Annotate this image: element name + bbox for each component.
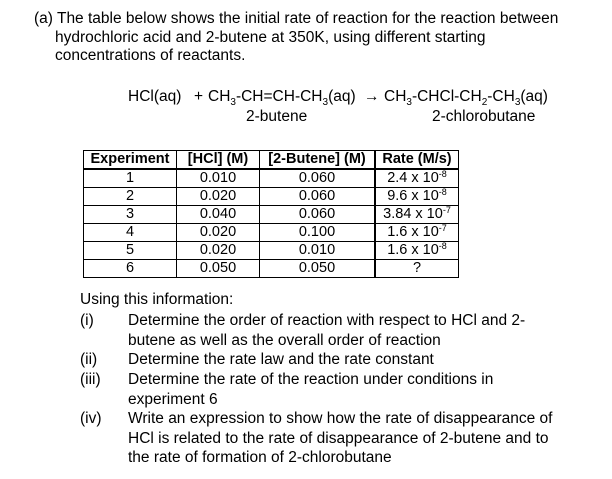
rate-data-table xyxy=(83,150,459,278)
header-hcl: [HCl] (M) xyxy=(177,151,260,170)
question-line: Write an expression to show how the rate of disappearance of xyxy=(128,410,553,427)
question-text xyxy=(128,370,608,409)
cell-butene: 0.060 xyxy=(260,169,376,188)
question-line: experiment 6 xyxy=(128,390,218,408)
formula-part: (aq) xyxy=(328,88,356,105)
formula-part: (aq) xyxy=(520,88,548,105)
question-line: HCl is related to the rate of disappearance of 2-butene and to xyxy=(128,429,549,447)
formula-part: -CH xyxy=(487,88,515,105)
rate-base: ? xyxy=(412,260,422,276)
cell-butene: 0.060 xyxy=(260,206,376,224)
rate-exponent: -8 xyxy=(438,187,447,197)
cell-experiment: 1 xyxy=(84,169,177,188)
header-rate: Rate (M/s) xyxy=(375,151,459,170)
header-experiment: Experiment xyxy=(84,151,177,170)
rate-exponent: -8 xyxy=(438,241,447,251)
using-heading: Using this information: xyxy=(80,291,234,308)
table-row xyxy=(84,260,459,278)
reactant-hcl: HCl(aq) xyxy=(128,88,182,105)
rate-exponent: -7 xyxy=(438,223,447,233)
intro-line: concentrations of reactants. xyxy=(55,47,246,64)
table-row xyxy=(84,242,459,260)
cell-rate xyxy=(375,242,459,260)
intro-paragraph xyxy=(34,10,604,66)
product-2-chlorobutane xyxy=(384,88,548,108)
cell-hcl: 0.020 xyxy=(177,224,260,242)
cell-rate xyxy=(375,188,459,206)
table-row xyxy=(84,169,459,188)
intro-line: (a) The table below shows the initial rate of reaction for the reaction between xyxy=(34,10,559,27)
formula-part: CH xyxy=(384,88,407,105)
reactant-2-butene xyxy=(208,88,356,108)
question-line: Determine the order of reaction with respect to HCl and 2- xyxy=(128,312,526,329)
cell-rate xyxy=(375,260,459,278)
question-line: butene as well as the overall order of reaction xyxy=(128,331,441,349)
question-line: Determine the rate law and the rate constant xyxy=(128,351,434,368)
subscript: 3 xyxy=(322,97,329,109)
formula-part: -CH=CH-CH xyxy=(235,88,323,105)
table-row xyxy=(84,206,459,224)
question-line: Determine the rate of the reaction under conditions in xyxy=(128,371,494,388)
cell-hcl: 0.020 xyxy=(177,242,260,260)
subscript: 3 xyxy=(230,97,236,109)
cell-experiment: 2 xyxy=(84,188,177,206)
cell-hcl: 0.020 xyxy=(177,188,260,206)
rate-base: 9.6 x 10 xyxy=(387,188,439,204)
formula-part: -CHCl-CH xyxy=(411,88,482,105)
cell-experiment: 4 xyxy=(84,224,177,242)
cell-hcl: 0.010 xyxy=(177,169,260,188)
question-number: (i) xyxy=(80,312,94,329)
label-2-chlorobutane: 2-chlorobutane xyxy=(432,108,536,125)
intro-line: hydrochloric acid and 2-butene at 350K, using different starting xyxy=(55,28,486,46)
table-row xyxy=(84,188,459,206)
question-number: (iv) xyxy=(80,410,102,427)
rate-base: 1.6 x 10 xyxy=(387,224,439,240)
formula-part: CH xyxy=(208,88,231,105)
rate-base: 1.6 x 10 xyxy=(387,242,439,258)
cell-rate xyxy=(375,169,459,188)
cell-experiment: 3 xyxy=(84,206,177,224)
question-text xyxy=(128,311,608,350)
plus-sign: + xyxy=(194,88,204,105)
question-number: (iii) xyxy=(80,371,101,388)
rate-base: 2.4 x 10 xyxy=(387,170,439,186)
cell-butene: 0.050 xyxy=(260,260,376,278)
table-header-row xyxy=(84,151,459,170)
cell-butene: 0.010 xyxy=(260,242,376,260)
subscript: 3 xyxy=(514,97,521,109)
subscript: 3 xyxy=(406,97,412,109)
question-text xyxy=(128,350,608,370)
cell-rate xyxy=(375,206,459,224)
rate-base: 3.84 x 10 xyxy=(383,206,443,222)
rate-exponent: -8 xyxy=(438,169,447,179)
label-2-butene: 2-butene xyxy=(246,108,308,125)
table-row xyxy=(84,224,459,242)
question-line: the rate of formation of 2-chlorobutane xyxy=(128,449,392,466)
cell-rate xyxy=(375,224,459,242)
question-text xyxy=(128,409,608,468)
subscript: 2 xyxy=(481,97,488,109)
question-number: (ii) xyxy=(80,351,98,368)
cell-experiment: 5 xyxy=(84,242,177,260)
cell-butene: 0.060 xyxy=(260,188,376,206)
cell-butene: 0.100 xyxy=(260,224,376,242)
cell-experiment: 6 xyxy=(84,260,177,278)
cell-hcl: 0.050 xyxy=(177,260,260,278)
rate-exponent: -7 xyxy=(442,205,451,215)
header-2-butene: [2-Butene] (M) xyxy=(260,151,376,170)
reaction-arrow: → xyxy=(364,88,380,105)
cell-hcl: 0.040 xyxy=(177,206,260,224)
